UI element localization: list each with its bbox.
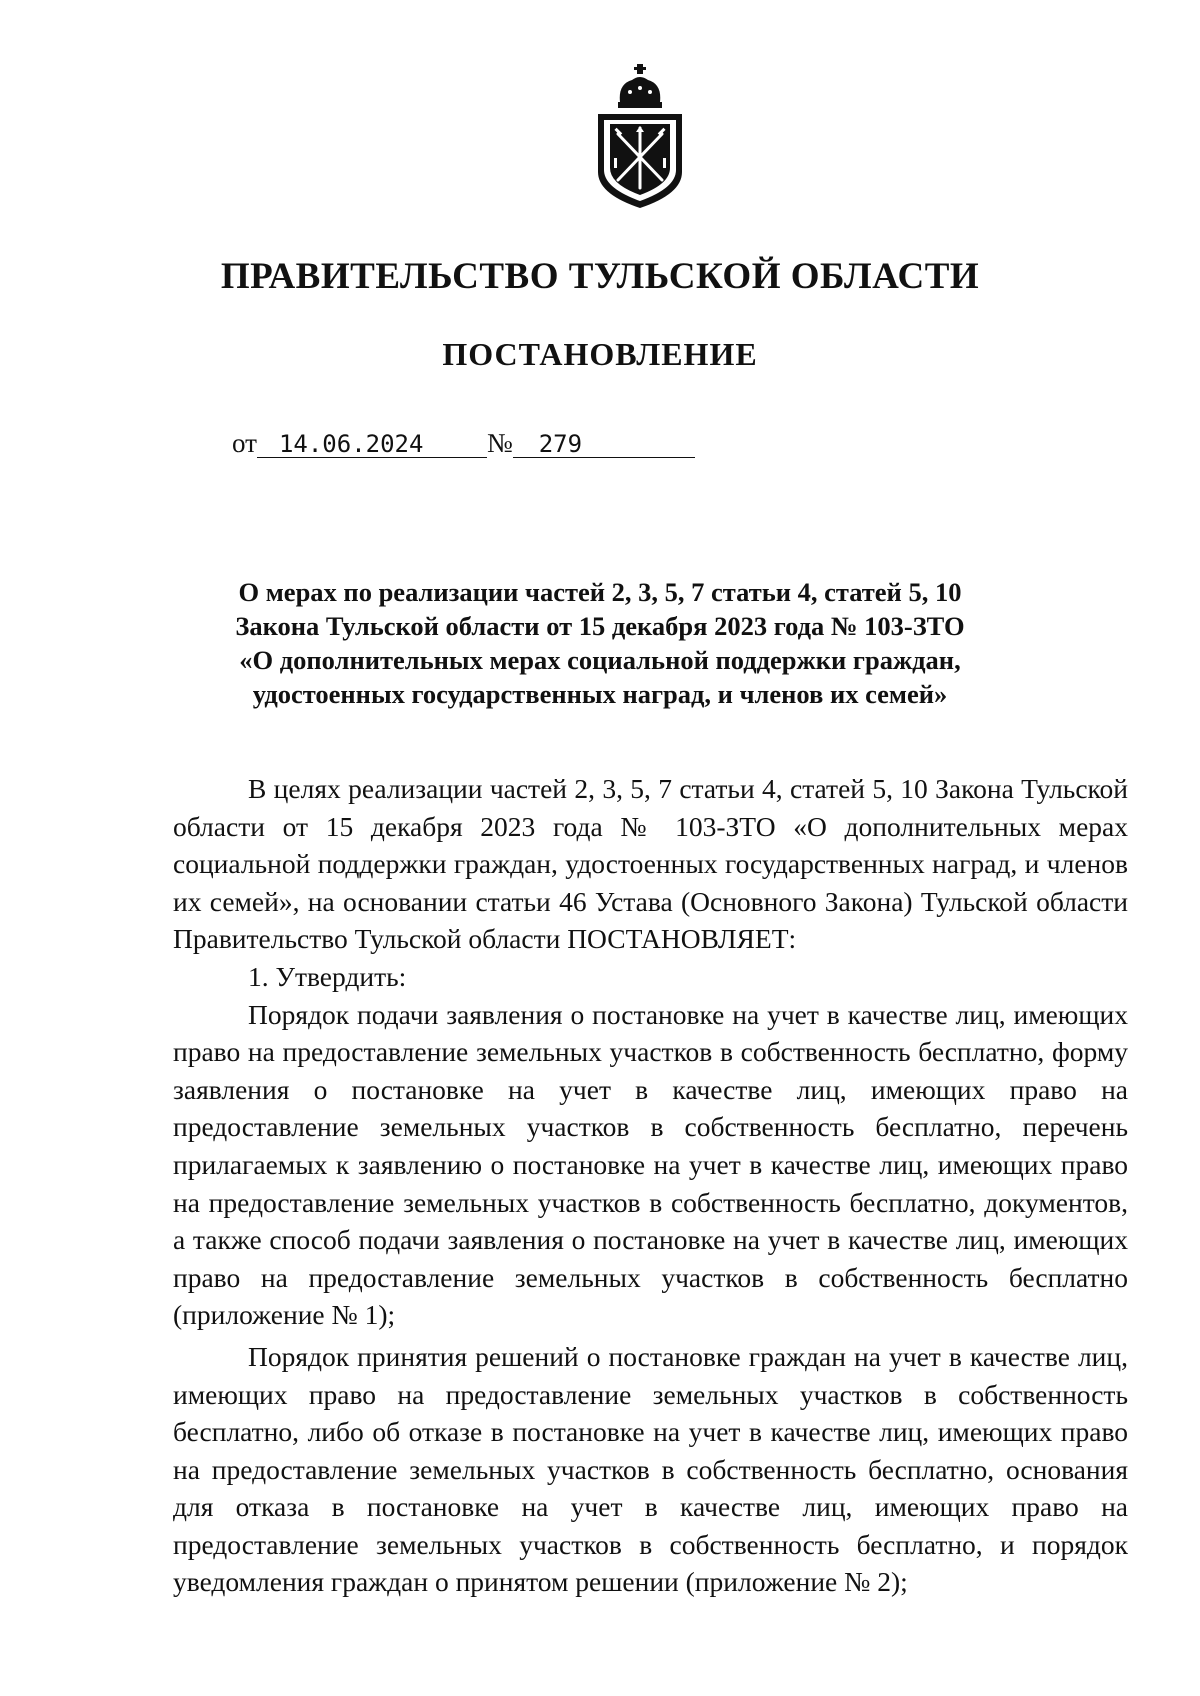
number-value: 279	[513, 431, 695, 458]
registration-line	[232, 428, 695, 459]
coat-of-arms-icon	[590, 62, 690, 210]
organization-title: ПРАВИТЕЛЬСТВО ТУЛЬСКОЙ ОБЛАСТИ	[220, 256, 980, 297]
body-paragraph: Порядок подачи заявления о постановке на учет в качестве лиц, имеющих право на предоставление земельных участков в собственность бесплатно, форму заявления о постановке на учет в качестве лиц, имеющих право на предоставление земельных участков в собственность бесплатно, перечень прилагаемых к заявлению о постановке на учет в качестве лиц, имеющих право на предоставление земельных участков в собственность бесплатно, документов, а также способ подачи заявления о постановке на учет в качестве лиц, имеющих право на предоставление земельных участков в собственность бесплатно (приложение № 1);	[173, 998, 1128, 1331]
document-body	[173, 770, 1128, 1601]
date-value: 14.06.2024	[257, 431, 487, 458]
subject-line: О мерах по реализации частей 2, 3, 5, 7 статьи 4, статей 5, 10	[238, 577, 962, 607]
body-paragraph: В целях реализации частей 2, 3, 5, 7 статьи 4, статей 5, 10 Закона Тульской области от 15 декабря 2023 года № 103-ЗТО «О дополнительных мерах социальной поддержки граждан, удостоенных государственных наград, и членов их семей», на основании статьи 46 Устава (Основного Закона) Тульской области Правительство Тульской области ПОСТАНОВЛЯЕТ:	[173, 773, 1128, 955]
date-label: от	[232, 428, 257, 458]
body-paragraph: 1. Утвердить:	[248, 960, 407, 992]
document-type: ПОСТАНОВЛЕНИЕ	[442, 336, 758, 372]
document-subject	[160, 575, 1040, 711]
subject-line: Закона Тульской области от 15 декабря 2023 года № 103-ЗТО	[235, 611, 965, 641]
body-paragraph: Порядок принятия решений о постановке граждан на учет в качестве лиц, имеющих право на предоставление земельных участков в собственность бесплатно, либо об отказе в постановке на учет в качестве лиц, имеющих право на предоставление земельных участков в собственность бесплатно, основания для отказа в постановке на учет в качестве лиц, имеющих право на предоставление земельных участков в собственность бесплатно, и порядок уведомления граждан о принятом решении (приложение № 2);	[173, 1340, 1128, 1598]
subject-line: удостоенных государственных наград, и членов их семей»	[252, 679, 948, 709]
number-label: №	[486, 428, 513, 458]
subject-line: «О дополнительных мерах социальной поддержки граждан,	[239, 645, 961, 675]
